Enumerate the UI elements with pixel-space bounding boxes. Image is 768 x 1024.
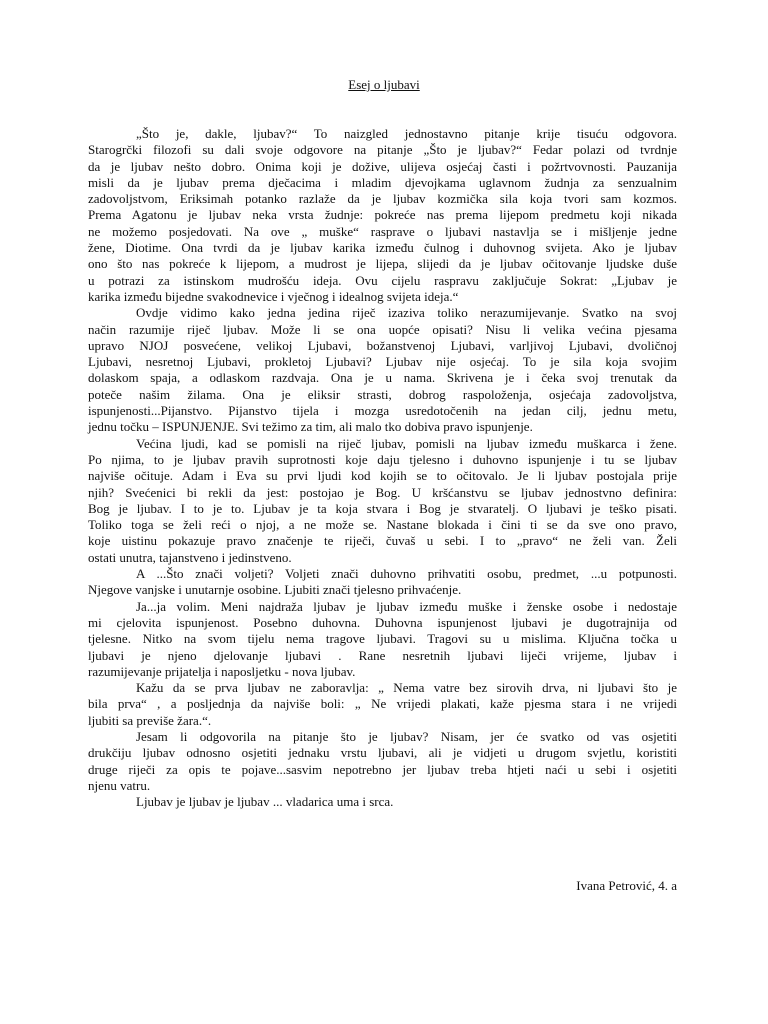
text-line: Po njima, to je ljubav pravih suprotnosti koje daju tjelesno i duhovno ispunjenje i tu se ljubav <box>88 451 677 467</box>
essay-title <box>0 77 768 93</box>
paragraph-8 <box>88 794 677 810</box>
paragraph-2 <box>88 305 677 435</box>
text-line: poteče našim žilama. Ona je eliksir strasti, dobrog raspoloženja, osjećaja zadovoljstva, <box>88 386 677 402</box>
text-line: Njegove vanjske i unutarnje osobine. Ljubiti znači tjelesno prihvaćenje. <box>88 582 462 598</box>
essay-title-text: Esej o ljubavi <box>348 77 420 92</box>
text-line: misli da je ljubav prema dječacima i mladim djevojkama uglavnom žudnja za senzualnim <box>88 174 677 190</box>
paragraph-1 <box>88 126 677 305</box>
text-line: da je ljubav nešto dobro. Onima koji je dožive, ulijeva osjećaj časti i požrtvovnosti. Pauzanija <box>88 158 677 174</box>
text-line: Ovdje vidimo kako jedna jedina riječ izaziva toliko nerazumijevanje. Svatko na svoj <box>136 305 677 321</box>
text-line: njih? Svećenici bi rekli da jest: postojao je Bog. U kršćanstvu se ljubav jednostvno definira: <box>88 484 677 500</box>
text-line: njenu vatru. <box>88 777 151 793</box>
text-line: A ...Što znači voljeti? Voljeti znači duhovno prihvatiti osobu, predmet, ...u potpunosti. <box>136 566 677 582</box>
text-line: Ljubav je ljubav je ljubav ... vladarica uma i srca. <box>136 794 394 810</box>
text-line: Toliko toga se želi reći o njoj, a ne može se. Nastane blokada i čini ti se da sve ono pravo, <box>88 517 677 533</box>
text-line: najviše očituje. Adam i Eva su prvi ljudi kod kojih se to očitovalo. Je li ljubav postojala prije <box>88 468 677 484</box>
author-signature: Ivana Petrović, 4. a <box>576 878 677 893</box>
essay-body <box>88 126 677 810</box>
paragraph-4 <box>88 566 677 599</box>
text-line: Većina ljudi, kad se pomisli na riječ ljubav, pomisli na ljubav između muškarca i žene. <box>136 435 677 451</box>
text-line: ispunjenosti...Pijanstvo. Pijanstvo tijela i mozga usredotočenih na jedan cilj, jednu metu, <box>88 403 677 419</box>
text-line: Kažu da se prva ljubav ne zaboravlja: „ Nema vatre bez sirovih drva, ni ljubavi što je <box>136 680 677 696</box>
text-line: ljubavi je njeno djelovanje ljubavi . Rane nesretnih ljubavi liječi vrijeme, ljubav i <box>88 647 677 663</box>
text-line: način razumije riječ ljubav. Može li se ona uopće opisati? Nisu li velika većina pjesama <box>88 321 677 337</box>
text-line: drukčiju ljubav odnosno osjetiti jednaku vrstu ljubavi, ali je vidjeti u drugom svjetlu, koristiti <box>88 745 677 761</box>
text-line: Prema Agatonu je ljubav neka vrsta žudnje: pokreće nas prema lijepom predmetu koji nikada <box>88 207 677 223</box>
text-line: Ja...ja volim. Meni najdraža ljubav je ljubav između muške i ženske osobe i nedostaje <box>136 598 677 614</box>
text-line: zadovoljstvom, Eriksimah potanko razlaže da je ljubav kozmička sila koja tvori sam kozmos. <box>88 191 677 207</box>
text-line: dolaskom spaja, a odlaskom razdvaja. Ona je u nama. Skrivena je i čeka svoj trenutak da <box>88 370 677 386</box>
text-line: jednu točku – ISPUNJENJE. Svi težimo za tim, ali malo tko dobiva pravo ispunjenje. <box>88 419 533 435</box>
text-line: upravo NJOJ posvećene, velikoj Ljubavi, božanstvenoj Ljubavi, varljivoj Ljubavi, dvoličnoj <box>88 337 677 353</box>
text-line: u potrazi za istinskom mudrošću ideja. Ovu cijelu raspravu zaključuje Sokrat: „Ljubav je <box>88 272 677 288</box>
text-line: mi cjelovita ispunjenost. Posebno duhovna. Duhovna ispunjenost ljubavi je dugotrajnija od <box>88 614 677 630</box>
text-line: tjelesne. Nitko na svom tijelu nema tragove ljubavi. Tragovi su u mislima. Ključna točka u <box>88 631 677 647</box>
text-line: Jesam li odgovorila na pitanje što je ljubav? Nisam, jer će svatko od vas osjetiti <box>136 728 677 744</box>
text-line: žene, Diotime. Ona tvrdi da je ljubav karika između čulnog i duhovnog svijeta. Ako je ljubav <box>88 240 677 256</box>
text-line: druge riječi za opis te pojave...sasvim nepotrebno jer ljubav treba htjeti naći u sebi i osjetiti <box>88 761 677 777</box>
text-line: Ljubavi, nesretnoj Ljubavi, prokletoj Ljubavi? Ljubav nije osjećaj. To je sila koja svojim <box>88 354 677 370</box>
text-line: ne možemo posjedovati. Na ove „ muške“ rasprave o ljubavi nastavlja se i mišljenje jedne <box>88 223 677 239</box>
paragraph-7 <box>88 729 677 794</box>
text-line: Starogrčki filozofi su dali svoje odgovore na pitanje „Što je ljubav?“ Fedar polazi od tvrdnje <box>88 142 677 158</box>
text-line: koje uistinu pokazuje pravo značenje te riječi, čuvaš u sebi. I to „pravo“ ne želi van. Želi <box>88 533 677 549</box>
text-line: ostati unutra, tajanstveno i jedinstveno. <box>88 549 292 565</box>
paragraph-6 <box>88 680 677 729</box>
paragraph-3 <box>88 436 677 566</box>
text-line: ljubiti sa previše žara.“. <box>88 712 212 728</box>
text-line: ono što nas pokreće k lijepom, a mudrost je lijepa, slijedi da je ljubav očitovanje ljudske duše <box>88 256 677 272</box>
text-line: „Što je, dakle, ljubav?“ To naizgled jednostavno pitanje krije tisuću odgovora. <box>136 126 677 141</box>
text-line: karika između bijedne svakodnevice i vječnog i idealnog svijeta ideja.“ <box>88 288 459 304</box>
text-line: Bog je ljubav. I to je to. Ljubav je ta koja stvara i Bog je stvaratelj. O ljubavi je teško pisati. <box>88 500 677 516</box>
paragraph-5 <box>88 599 677 680</box>
text-line: razumijevanje prijatelja i naposljetku - nova ljubav. <box>88 663 356 679</box>
text-line: bila prva“ , a posljednja da najviše boli: „ Ne vrijedi plakati, kaže pjesma stara i ne vrijedi <box>88 696 677 712</box>
